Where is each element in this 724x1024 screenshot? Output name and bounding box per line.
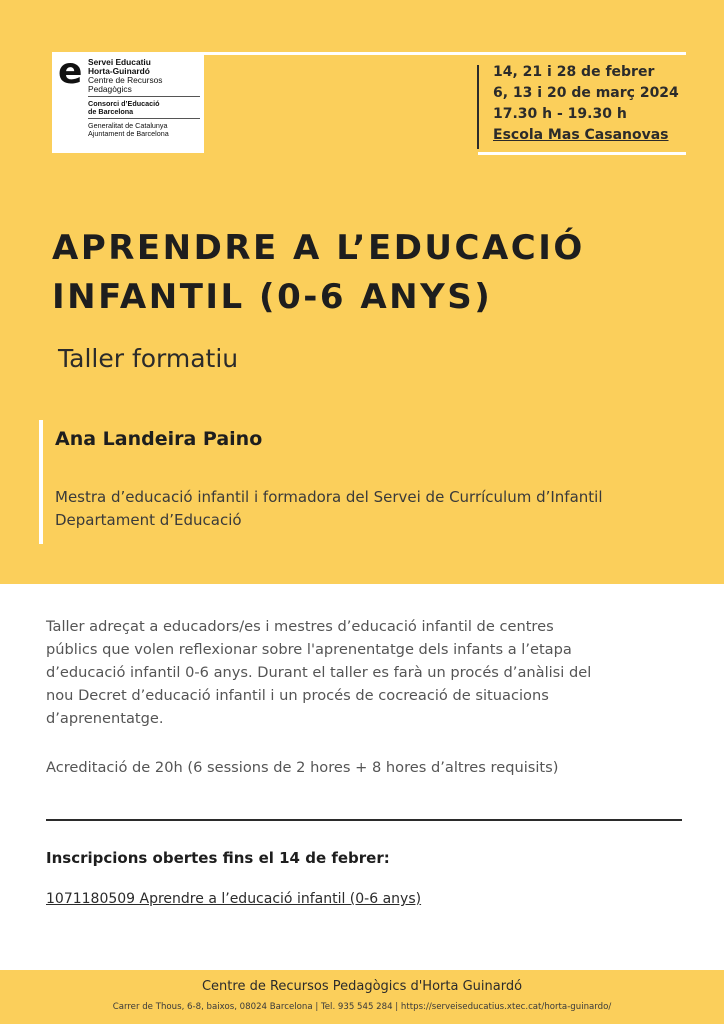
logo-divider: [88, 96, 200, 97]
schedule-location-link[interactable]: Escola Mas Casanovas: [493, 127, 669, 143]
subtitle: Taller formatiu: [58, 344, 239, 373]
page-title: [52, 224, 692, 322]
speaker-role-line: Departament d’Educació: [55, 511, 242, 529]
schedule-time: 17.30 h - 19.30 h: [493, 106, 627, 122]
footer-title: Centre de Recursos Pedagògics d'Horta Guinardó: [201, 979, 523, 994]
logo: [52, 52, 204, 153]
footer-address: Carrer de Thous, 6-8, baixos, 08024 Barcelona | Tel. 935 545 284 | https://serveiseducatius.xtec.cat/horta-guinardo/: [112, 1002, 612, 1012]
schedule: [493, 62, 679, 146]
logo-line: de Barcelona: [88, 107, 134, 116]
logo-line: Horta-Guinardó: [88, 66, 150, 76]
schedule-bottom-rule: [478, 152, 686, 155]
footer: [0, 970, 724, 1024]
speaker-role-line: Mestra d’educació infantil i formadora del Servei de Currículum d’Infantil: [55, 488, 603, 506]
speaker-accent-bar: [39, 420, 43, 544]
title-line-2: INFANTIL (0-6 ANYS): [52, 277, 493, 317]
logo-line: Centre de Recursos: [88, 75, 163, 85]
schedule-rule: [477, 65, 479, 149]
description-line: d’aprenentatge.: [46, 710, 164, 727]
title-line-1: APRENDRE A L’EDUCACIÓ: [52, 228, 585, 268]
speaker-name: Ana Landeira Paino: [55, 428, 263, 450]
logo-line: Pedagògics: [88, 84, 132, 94]
section-divider: [46, 819, 682, 821]
logo-divider: [88, 118, 200, 119]
logo-line: Ajuntament de Barcelona: [88, 129, 169, 138]
accreditation: Acreditació de 20h (6 sessions de 2 hores + 8 hores d’altres requisits): [46, 759, 559, 776]
description-line: públics que volen reflexionar sobre l'aprenentatge dels infants a l’etapa: [46, 641, 572, 658]
logo-text: [88, 58, 200, 138]
logo-line: Consorci d’Educació: [88, 99, 160, 108]
schedule-dates-mar: 6, 13 i 20 de març 2024: [493, 85, 679, 101]
schedule-dates-feb: 14, 21 i 28 de febrer: [493, 64, 655, 80]
speaker-role: [55, 486, 715, 532]
logo-line: Servei Educatiu: [88, 57, 151, 67]
description: [46, 615, 686, 730]
top-rule: [204, 52, 686, 55]
description-line: d’educació infantil 0-6 anys. Durant el taller es farà un procés d’anàlisi del: [46, 664, 592, 681]
logo-line: Generalitat de Catalunya: [88, 121, 168, 130]
logo-mark: e: [58, 51, 83, 92]
description-line: Taller adreçat a educadors/es i mestres d’educació infantil de centres: [46, 618, 554, 635]
description-line: nou Decret d’educació infantil i un procés de cocreació de situacions: [46, 687, 549, 704]
registration-heading: Inscripcions obertes fins el 14 de febrer:: [46, 849, 390, 867]
course-registration-link[interactable]: 1071180509 Aprendre a l’educació infantil (0-6 anys): [46, 891, 422, 907]
